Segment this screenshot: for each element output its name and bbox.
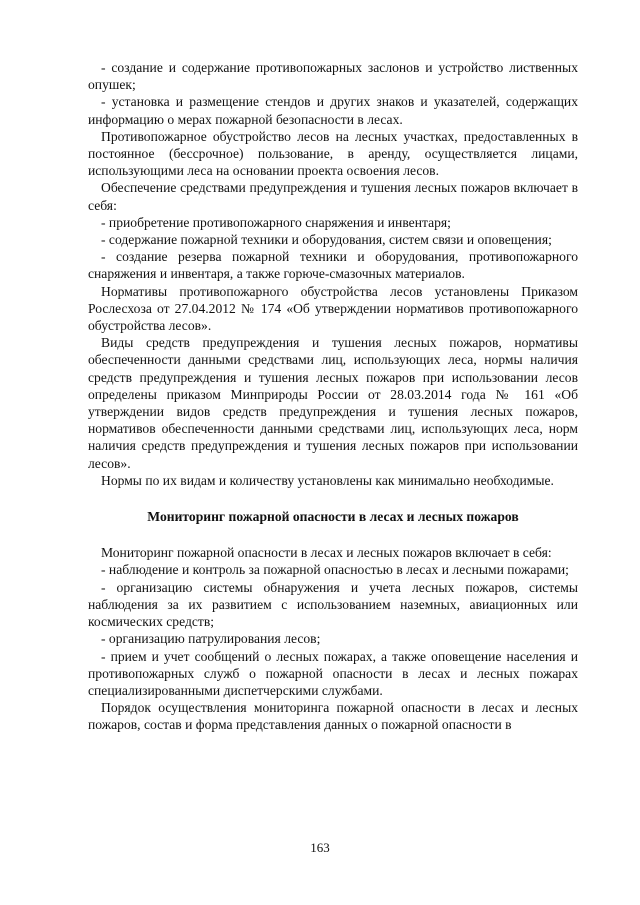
paragraph: - организацию патрулирования лесов; — [101, 631, 321, 647]
paragraph: - создание резерва пожарной техники и оборудования, противопожарного снаряжения и инвентаря, а также горюче-смазочных материалов. — [88, 249, 578, 282]
paragraph: - прием и учет сообщений о лесных пожарах, а также оповещение населения и противопожарных служб о пожарной опасности в лесах и лесных пожарах специализированными диспетчерскими службами. — [88, 648, 578, 698]
body-text — [88, 59, 578, 734]
paragraph: Противопожарное обустройство лесов на лесных участках, предоставленных в постоянное (бессрочное) пользование, в аренду, осуществляется лицами, использующими леса на основании проекта освоения лесов. — [88, 128, 578, 179]
paragraph: - приобретение противопожарного снаряжения и инвентаря; — [101, 214, 451, 230]
paragraph: Нормативы противопожарного обустройства лесов установлены Приказом Рослесхоза от 27.04.2012 № 174 «Об утверждении нормативов противопожарного обустройства лесов». — [88, 283, 578, 334]
page-number: 163 — [310, 840, 330, 855]
paragraph: Нормы по их видам и количеству установлены как минимально необходимые. — [101, 472, 554, 488]
paragraph: - содержание пожарной техники и оборудования, систем связи и оповещения; — [101, 232, 552, 248]
paragraph: - установка и размещение стендов и других знаков и указателей, содержащих информацию о мерах пожарной безопасности в лесах. — [88, 94, 578, 127]
paragraph: Порядок осуществления мониторинга пожарной опасности в лесах и лесных пожаров, состав и форма представления данных о пожарной опасности в — [88, 700, 578, 733]
paragraph: - создание и содержание противопожарных заслонов и устройство лиственных опушек; — [88, 60, 578, 93]
paragraph: - организацию системы обнаружения и учета лесных пожаров, системы наблюдения за их развитием с использованием наземных, авиационных или космических средств; — [88, 579, 578, 630]
paragraph: Обеспечение средствами предупреждения и тушения лесных пожаров включает в себя: — [88, 180, 578, 213]
paragraph: Виды средств предупреждения и тушения лесных пожаров, нормативы обеспеченности данными средствами лиц, использующих леса, нормы наличия средств предупреждения и тушения лесных пожаров при использовании лесов определены приказом Минприроды России от 28.03.2014 года № 161 «Об утверждении видов средств предупреждения и тушения лесных пожаров, нормативов обеспеченности данными средствами лиц, использующих леса, норм наличия средств предупреждения и тушения лесных пожаров при использовании лесов». — [88, 335, 578, 471]
section-heading: Мониторинг пожарной опасности в лесах и лесных пожаров — [147, 509, 519, 525]
paragraph: - наблюдение и контроль за пожарной опасностью в лесах и лесными пожарами; — [101, 562, 569, 578]
paragraph: Мониторинг пожарной опасности в лесах и лесных пожаров включает в себя: — [101, 545, 552, 561]
